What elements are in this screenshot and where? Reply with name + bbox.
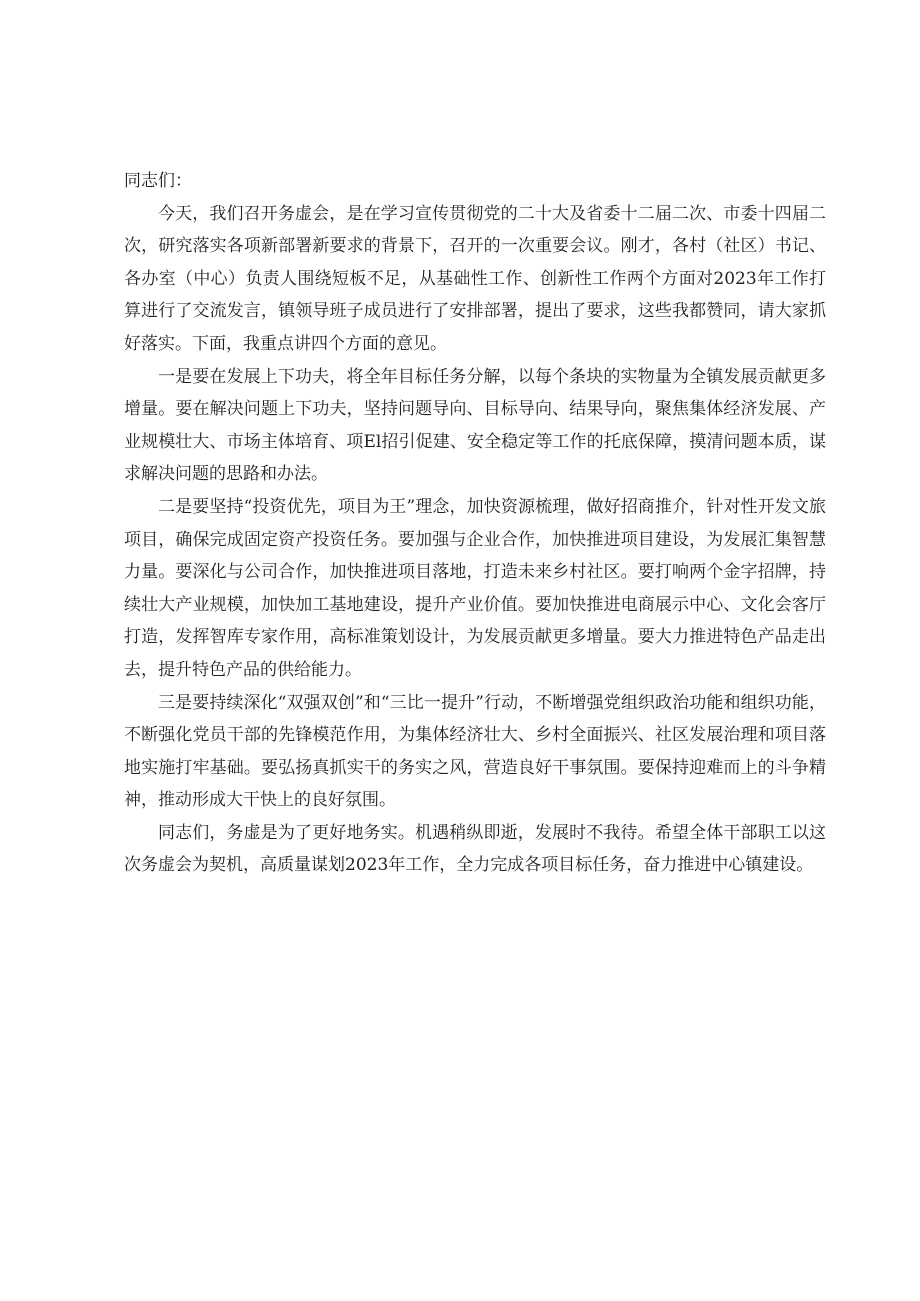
paragraph-point-three: 三是要持续深化“双强双创”和“三比一提升”行动，不断增强党组织政治功能和组织功能，不断强化党员干部的先锋模范作用，为集体经济壮大、乡村全面振兴、社区发展治理和项目落地实施打牢基础。要弘扬真抓实干的务实之风，营造良好干事氛围。要保持迎难而上的斗争精神，推动形成大干快上的良好氛围。 — [124, 692, 826, 811]
document-body — [124, 165, 826, 882]
salutation: 同志们： — [124, 171, 192, 191]
paragraph-point-one: 一是要在发展上下功夫，将全年目标任务分解，以每个条块的实物量为全镇发展贡献更多增量。要在解决问题上下功夫，坚持问题导向、目标导向、结果导向，聚焦集体经济发展、产业规模壮大、市场主体培育、项El招引促建、安全稳定等工作的托底保障，摸清问题本质，谋求解决问题的思路和办法。 — [124, 366, 826, 485]
paragraph-opening: 今天，我们召开务虚会，是在学习宣传贯彻党的二十大及省委十二届二次、市委十四届二次，研究落实各项新部署新要求的背景下，召开的一次重要会议。刚才，各村（社区）书记、各办室（中心）负责人围绕短板不足，从基础性工作、创新性工作两个方面对2023年工作打算进行了交流发言，镇领导班子成员进行了安排部署，提出了要求，这些我都赞同，请大家抓好落实。下面，我重点讲四个方面的意见。 — [124, 203, 826, 354]
paragraph-closing: 同志们，务虚是为了更好地务实。机遇稍纵即逝，发展时不我待。希望全体干部职工以这次务虚会为契机，高质量谋划2023年工作，全力完成各项目标任务，奋力推进中心镇建设。 — [124, 822, 826, 876]
paragraph-point-two: 二是要坚持“投资优先，项目为王”理念，加快资源梳理，做好招商推介，针对性开发文旅项目，确保完成固定资产投资任务。要加强与企业合作，加快推进项目建设，为发展汇集智慧力量。要深化与公司合作，加快推进项目落地，打造未来乡村社区。要打响两个金字招牌，持续壮大产业规模，加快加工基地建设，提升产业价值。要加快推进电商展示中心、文化会客厅打造，发挥智库专家作用，高标准策划设计，为发展贡献更多增量。要大力推进特色产品走出去，提升特色产品的供给能力。 — [124, 496, 826, 680]
